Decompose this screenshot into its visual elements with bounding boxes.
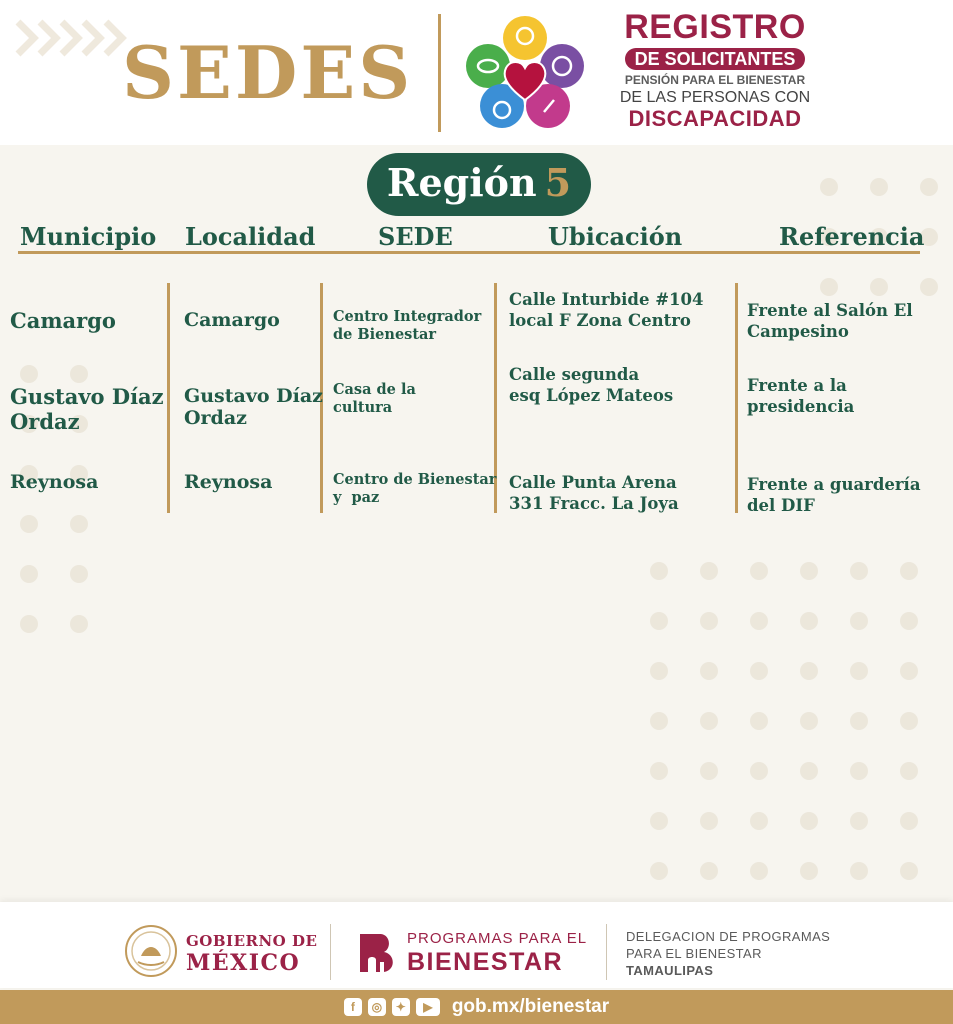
background-dot <box>750 662 768 680</box>
background-dot <box>920 178 938 196</box>
background-dot <box>650 862 668 880</box>
background-dot <box>650 562 668 580</box>
background-dot <box>900 712 918 730</box>
gobierno-mexico-text: GOBIERNO DE MÉXICO <box>186 932 318 976</box>
background-dot <box>650 712 668 730</box>
background-dot <box>650 612 668 630</box>
background-dot <box>870 178 888 196</box>
row3-referencia: Frente a guardería del DIF <box>747 475 921 515</box>
background-dot <box>850 812 868 830</box>
region-number: 5 <box>544 160 572 205</box>
column-divider <box>735 283 738 513</box>
row1-referencia: Frente al Salón El Campesino <box>747 301 913 341</box>
registro-title: REGISTRO <box>624 8 806 46</box>
background-dot <box>820 278 838 296</box>
background-dot <box>850 612 868 630</box>
row2-localidad: Gustavo Díaz Ordaz <box>184 385 323 429</box>
background-dot <box>820 178 838 196</box>
row1-ubicacion: Calle Inturbide #104 local F Zona Centro <box>509 290 704 330</box>
background-dot <box>750 562 768 580</box>
background-dot <box>900 562 918 580</box>
header-municipio: Municipio <box>20 222 157 251</box>
background-dot <box>920 278 938 296</box>
background-dot <box>750 862 768 880</box>
row2-sede: Casa de la cultura <box>333 381 416 416</box>
background-dot <box>700 662 718 680</box>
row2-referencia: Frente a la presidencia <box>747 376 855 416</box>
header <box>0 0 953 145</box>
header-referencia: Referencia <box>779 222 925 251</box>
footer-divider <box>330 924 331 980</box>
background-dot <box>850 862 868 880</box>
region-label: Región <box>386 160 537 205</box>
registro-line3: PENSIÓN PARA EL BIENESTAR <box>624 73 806 87</box>
row1-localidad: Camargo <box>184 309 280 331</box>
header-ubicacion: Ubicación <box>548 222 683 251</box>
background-dot <box>700 612 718 630</box>
disability-flower-logo <box>466 16 584 130</box>
background-dot <box>700 862 718 880</box>
background-dot <box>650 662 668 680</box>
header-underline <box>18 251 920 254</box>
background-dot <box>900 762 918 780</box>
background-dot <box>850 712 868 730</box>
background-dot <box>20 615 38 633</box>
background-dot <box>800 862 818 880</box>
row1-sede: Centro Integrador de Bienestar <box>333 308 482 343</box>
column-divider <box>167 283 170 513</box>
mexico-seal-icon <box>124 924 178 978</box>
row3-ubicacion: Calle Punta Arena 331 Fracc. La Joya <box>509 473 679 513</box>
background-dot <box>900 662 918 680</box>
background-dot <box>700 562 718 580</box>
page-title: SEDES <box>122 30 414 115</box>
row3-sede: Centro de Bienestar y paz <box>333 471 497 506</box>
registro-subtitle-pill: DE SOLICITANTES <box>625 48 806 70</box>
background-dot <box>20 515 38 533</box>
background-dot <box>750 612 768 630</box>
background-dot <box>800 712 818 730</box>
background-dot <box>70 615 88 633</box>
programas-bienestar-text: PROGRAMAS PARA EL BIENESTAR <box>407 930 588 976</box>
background-dot <box>20 365 38 383</box>
row2-municipio: Gustavo Díaz Ordaz <box>10 384 164 434</box>
footer-divider <box>606 924 607 980</box>
background-dot <box>800 762 818 780</box>
social-bar <box>0 990 953 1024</box>
background-dot <box>900 812 918 830</box>
delegacion-text: DELEGACION DE PROGRAMAS PARA EL BIENESTAR TAMAULIPAS <box>626 929 831 978</box>
header-localidad: Localidad <box>185 222 316 251</box>
registro-line4: DE LAS PERSONAS CON <box>619 89 811 106</box>
background-dot <box>800 662 818 680</box>
footer <box>0 902 953 988</box>
background-dot <box>70 565 88 583</box>
background-dot <box>650 812 668 830</box>
row3-municipio: Reynosa <box>10 471 99 493</box>
background-dot <box>20 565 38 583</box>
eye-icon <box>466 44 510 88</box>
brain-icon <box>503 16 547 60</box>
background-dot <box>750 762 768 780</box>
background-dot <box>800 612 818 630</box>
background-dot <box>700 812 718 830</box>
row2-ubicacion: Calle segunda esq López Mateos <box>509 365 674 405</box>
background-dot <box>850 662 868 680</box>
programas-bienestar-logo-icon <box>358 930 398 974</box>
background-dot <box>70 365 88 383</box>
background-dot <box>70 515 88 533</box>
region-badge <box>367 153 591 216</box>
registro-line5: DISCAPACIDAD <box>628 106 802 131</box>
background-dot <box>700 762 718 780</box>
background-dot <box>800 812 818 830</box>
background-dot <box>650 762 668 780</box>
background-dot <box>750 812 768 830</box>
chevrons-decoration-icon <box>14 18 134 58</box>
twitter-icon[interactable]: ✦ <box>392 998 410 1016</box>
background-dot <box>700 712 718 730</box>
face-icon <box>540 44 584 88</box>
row3-localidad: Reynosa <box>184 471 273 493</box>
registro-block <box>600 8 830 131</box>
row1-municipio: Camargo <box>10 308 116 333</box>
background-dot <box>800 562 818 580</box>
youtube-icon[interactable]: ▶ <box>416 998 440 1016</box>
background-dot <box>870 278 888 296</box>
facebook-icon[interactable]: f <box>344 998 362 1016</box>
background-dot <box>850 562 868 580</box>
header-sede: SEDE <box>378 222 453 251</box>
instagram-icon[interactable]: ◎ <box>368 998 386 1016</box>
website-link[interactable]: gob.mx/bienestar <box>451 996 610 1017</box>
background-dot <box>850 762 868 780</box>
background-dot <box>750 712 768 730</box>
header-divider <box>438 14 441 132</box>
background-dot <box>900 612 918 630</box>
background-dot <box>900 862 918 880</box>
